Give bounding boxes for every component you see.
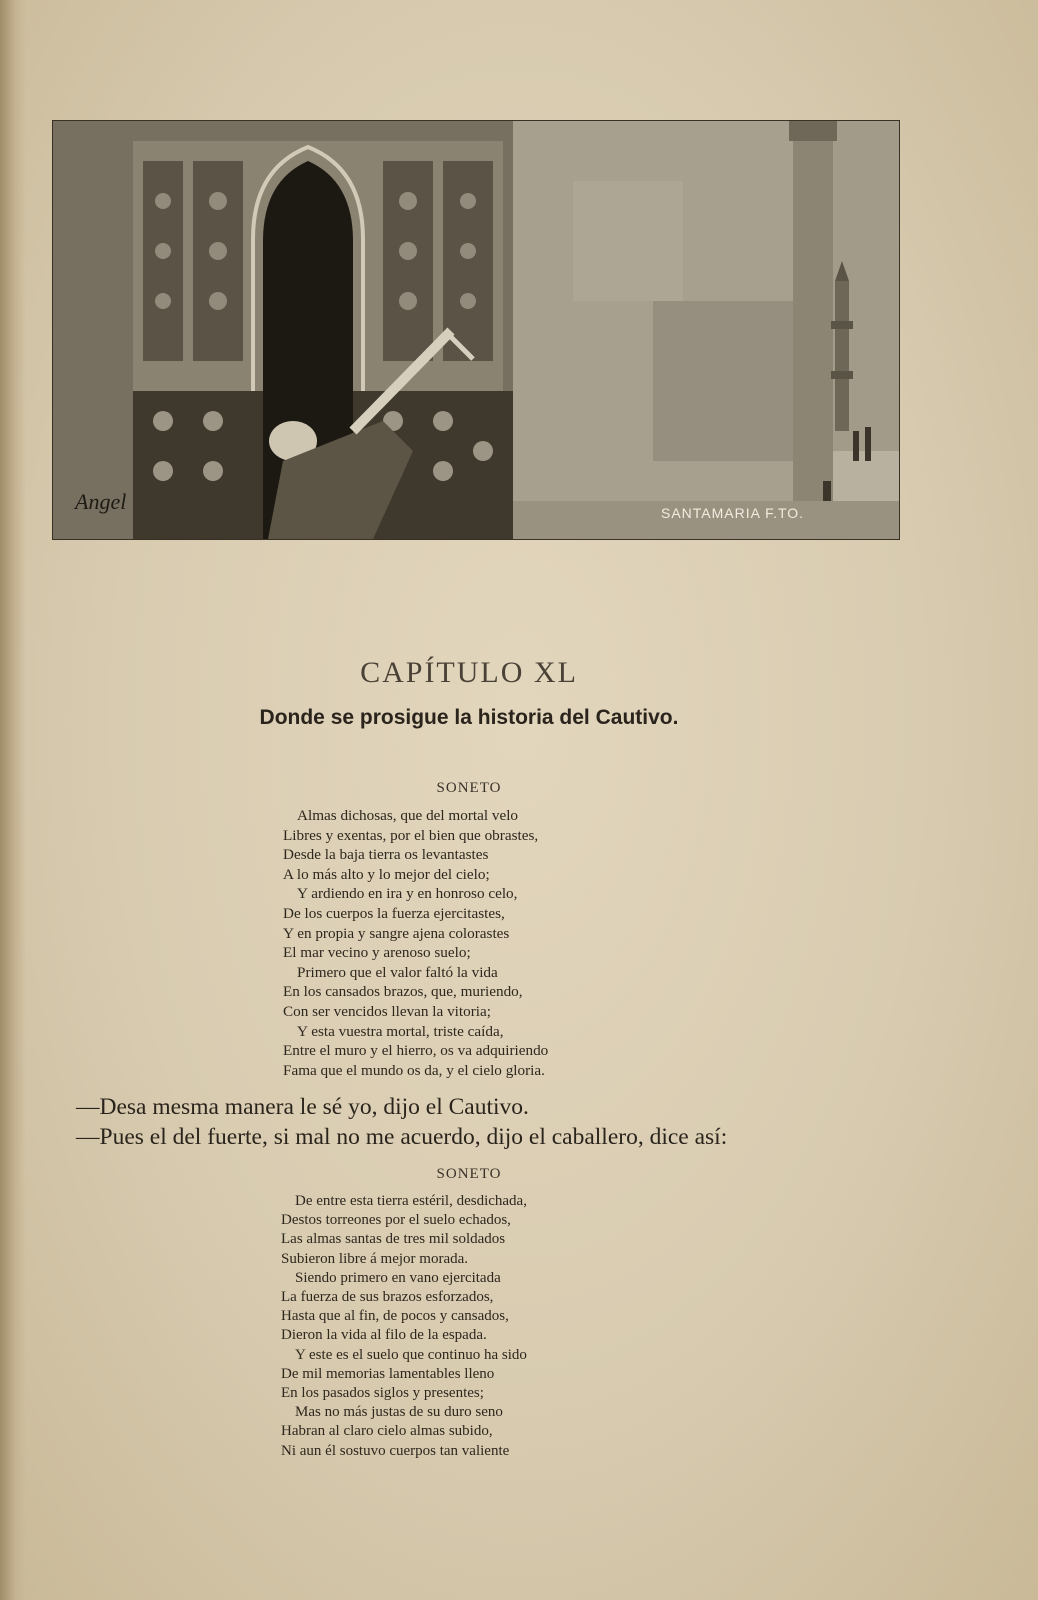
sonnet-2 bbox=[281, 1192, 527, 1461]
verse-line: Y esta vuestra mortal, triste caída, bbox=[297, 1022, 504, 1040]
sonnet-1 bbox=[283, 806, 548, 1080]
verse-line: Almas dichosas, que del mortal velo bbox=[297, 807, 519, 824]
verse-line: Destos torreones por el suelo echados, bbox=[281, 1212, 511, 1229]
verse-line: Y este es el suelo que continuo ha sido bbox=[295, 1346, 527, 1363]
sonnet-1-heading: SONETO bbox=[436, 780, 502, 796]
page-gutter-shadow bbox=[0, 0, 26, 1600]
verse-line: A lo más alto y lo mejor del cielo; bbox=[283, 865, 490, 883]
verse-line: De los cuerpos la fuerza ejercitastes, bbox=[283, 904, 505, 922]
engraver-credit: SANTAMARIA F.TO. bbox=[661, 505, 805, 521]
verse-line: Las almas santas de tres mil soldados bbox=[281, 1231, 506, 1248]
verse-line: Subieron libre á mejor morada. bbox=[281, 1250, 469, 1267]
prose-line-2: —Pues el del fuerte, si mal no me acuerdo, dijo el caballero, dice así: bbox=[76, 1124, 728, 1150]
verse-line: Mas no más justas de su duro seno bbox=[295, 1404, 503, 1421]
sonnet-2-heading: SONETO bbox=[436, 1166, 502, 1182]
chapter-illustration bbox=[52, 120, 900, 540]
verse-line: De entre esta tierra estéril, desdichada, bbox=[295, 1193, 527, 1209]
prose-line-1: —Desa mesma manera le sé yo, dijo el Cautivo. bbox=[76, 1094, 529, 1120]
verse-line: Primero que el valor faltó la vida bbox=[297, 963, 498, 981]
verse-line: Siendo primero en vano ejercitada bbox=[295, 1269, 501, 1286]
verse-line: Habran al claro cielo almas subido, bbox=[281, 1423, 493, 1440]
verse-line: Ni aun él sostuvo cuerpos tan valiente bbox=[281, 1442, 510, 1459]
verse-line: Desde la baja tierra os levantastes bbox=[283, 846, 489, 864]
verse-line: La fuerza de sus brazos esforzados, bbox=[281, 1289, 494, 1306]
illustration-drawing bbox=[53, 121, 899, 539]
verse-line: Libres y exentas, por el bien que obrastes, bbox=[283, 826, 539, 844]
verse-line: En los pasados siglos y presentes; bbox=[281, 1385, 484, 1402]
artist-signature: Angel bbox=[75, 489, 127, 514]
verse-line: En los cansados brazos, que, muriendo, bbox=[283, 983, 523, 1001]
verse-line: Dieron la vida al filo de la espada. bbox=[281, 1327, 487, 1344]
verse-line: Fama que el mundo os da, y el cielo gloria. bbox=[283, 1061, 545, 1079]
verse-line: Y en propia y sangre ajena colorastes bbox=[283, 924, 510, 942]
verse-line: Hasta que al fin, de pocos y cansados, bbox=[281, 1308, 509, 1325]
verse-line: Con ser vencidos llevan la vitoria; bbox=[283, 1002, 491, 1020]
verse-line: El mar vecino y arenoso suelo; bbox=[283, 944, 471, 962]
verse-line: De mil memorias lamentables lleno bbox=[281, 1365, 495, 1382]
chapter-title: CAPÍTULO XL bbox=[360, 656, 578, 689]
chapter-subtitle: Donde se prosigue la historia del Cautivo. bbox=[259, 706, 679, 729]
verse-line: Y ardiendo en ira y en honroso celo, bbox=[297, 885, 518, 903]
verse-line: Entre el muro y el hierro, os va adquiriendo bbox=[283, 1042, 549, 1060]
